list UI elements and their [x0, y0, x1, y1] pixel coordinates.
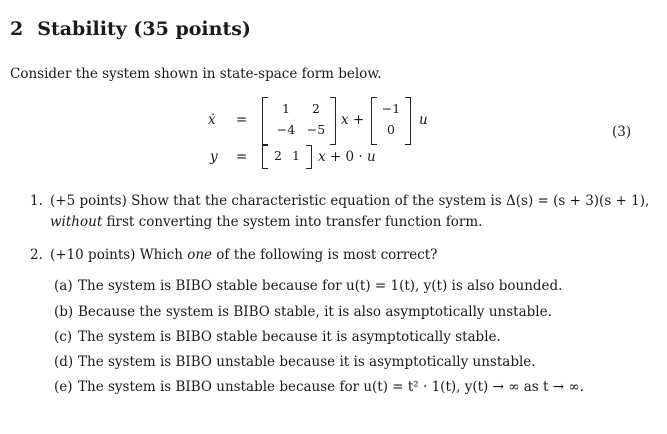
- matrix-c-cell: 2: [274, 148, 282, 163]
- matrix-a-cell: −4: [276, 122, 296, 137]
- equals-sign-2: =: [236, 149, 248, 165]
- option-d-text: The system is BIBO unstable because it is asymptotically unstable.: [78, 354, 536, 370]
- option-b-text: Because the system is BIBO stable, it is also asymptotically unstable.: [78, 304, 552, 320]
- matrix-a-cell: 2: [312, 101, 320, 116]
- question-2-label: 2.: [30, 247, 43, 263]
- matrix-b: [371, 97, 411, 143]
- question-1-line1: (+5 points) Show that the characteristic equation of the system is Δ(s) = (s + 3)(s + 1),: [50, 193, 650, 209]
- intro-text: Consider the system shown in state-space form below.: [10, 66, 382, 82]
- section-heading: [10, 18, 251, 40]
- matrix-b-right-bracket: [405, 97, 411, 145]
- matrix-c: [262, 145, 312, 167]
- section-title: Stability (35 points): [37, 18, 251, 40]
- matrix-b-cell: 0: [387, 122, 395, 137]
- input-u: u: [419, 112, 428, 128]
- output-tail: x + 0 · u: [318, 149, 376, 165]
- matrix-a-left-bracket: [262, 97, 268, 145]
- option-a-text: The system is BIBO stable because for u(t) = 1(t), y(t) is also bounded.: [78, 278, 563, 294]
- xdot-symbol: ẋ: [208, 112, 216, 128]
- option-a-label: (a): [54, 278, 73, 294]
- option-c-text: The system is BIBO stable because it is asymptotically stable.: [78, 329, 501, 345]
- equals-sign-1: =: [236, 112, 248, 128]
- question-2-text: (+10 points) Which one of the following is most correct?: [50, 247, 438, 263]
- option-e-text: The system is BIBO unstable because for u(t) = t² · 1(t), y(t) → ∞ as t → ∞.: [78, 379, 584, 395]
- matrix-c-cell: 1: [292, 148, 300, 163]
- question-1-label: 1.: [30, 193, 43, 209]
- matrix-c-right-bracket: [306, 145, 312, 169]
- option-d-label: (d): [54, 354, 74, 370]
- equation-number: (3): [612, 124, 632, 140]
- matrix-b-left-bracket: [371, 97, 377, 145]
- section-number: 2: [10, 18, 24, 40]
- option-b-label: (b): [54, 304, 74, 320]
- matrix-a-cell: 1: [282, 101, 290, 116]
- matrix-a-right-bracket: [330, 97, 336, 145]
- question-1-line2: without first converting the system into transfer function form.: [50, 214, 483, 230]
- matrix-a: [262, 97, 336, 143]
- matrix-a-cell: −5: [306, 122, 326, 137]
- x-plus: x +: [341, 112, 365, 128]
- option-e-label: (e): [54, 379, 73, 395]
- option-c-label: (c): [54, 329, 73, 345]
- y-symbol: y: [210, 149, 218, 165]
- matrix-b-cell: −1: [381, 101, 401, 116]
